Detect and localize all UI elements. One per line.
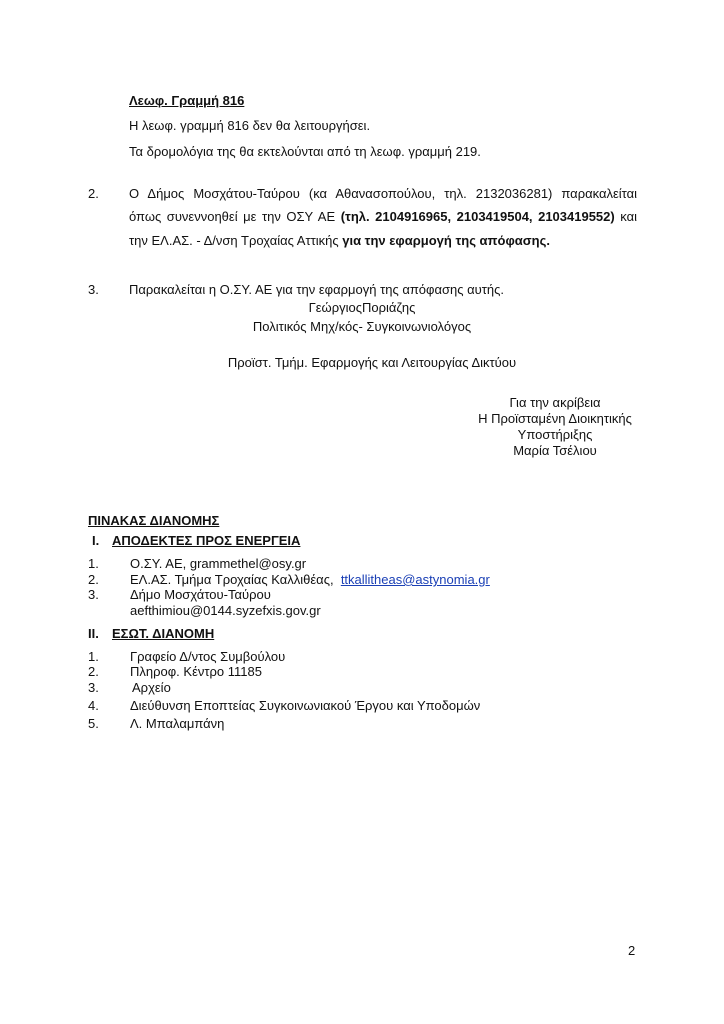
section-2-title: ΕΣΩΤ. ΔΙΑΝΟΜΗ	[112, 626, 215, 641]
section-1-number: I.	[92, 533, 100, 548]
accuracy-line-4: Μαρία Τσέλιου	[513, 443, 597, 458]
internal-4-text: Διεύθυνση Εποπτείας Συγκοινωνιακού Έργου και Υποδομών	[130, 698, 481, 713]
section-1-title: ΑΠΟΔΕΚΤΕΣ ΠΡΟΣ ΕΝΕΡΓΕΙΑ	[112, 533, 301, 548]
line-816-text-2: Τα δρομολόγια της θα εκτελούνται από τη λεωφ. γραμμή 219.	[129, 144, 481, 159]
item-3-text: Παρακαλείται η Ο.ΣΥ. ΑΕ για την εφαρμογή της απόφασης αυτής.	[129, 282, 504, 297]
recipient-1-text: Ο.ΣΥ. ΑΕ, grammethel@osy.gr	[130, 556, 307, 571]
recipient-3-email: aefthimiou@0144.syzefxis.gov.gr	[130, 603, 321, 618]
recipient-1-number: 1.	[88, 556, 99, 571]
internal-3-number: 3.	[88, 680, 99, 695]
accuracy-line-2: Η Προϊσταμένη Διοικητικής	[478, 411, 632, 426]
recipient-3-number: 3.	[88, 587, 99, 602]
item-2-line-2-pre: όπως συνεννοηθεί με την ΟΣΥ ΑΕ	[129, 209, 341, 224]
page-number: 2	[628, 943, 636, 958]
recipient-2-text	[130, 572, 490, 587]
internal-5-number: 5.	[88, 716, 99, 731]
item-2-line-1: Ο Δήμος Μοσχάτου-Ταύρου (κα Αθανασοπούλου, τηλ. 2132036281) παρακαλείται	[129, 186, 637, 201]
internal-1-number: 1.	[88, 649, 99, 664]
item-2-line-3	[129, 233, 550, 248]
internal-5-text: Λ. Μπαλαμπάνη	[130, 716, 225, 731]
item-2-line-2-post: και	[614, 209, 638, 224]
accuracy-line-1: Για την ακρίβεια	[509, 395, 601, 410]
signatory-name: ΓεώργιοςΠοριάζης	[308, 300, 416, 315]
internal-2-text: Πληροφ. Κέντρο 11185	[130, 664, 262, 679]
signatory-department: Προϊστ. Τμήμ. Εφαρμογής και Λειτουργίας Δικτύου	[227, 355, 517, 370]
recipient-2-label: ΕΛ.ΑΣ. Τμήμα Τροχαίας Καλλιθέας,	[130, 572, 334, 587]
signatory-title: Πολιτικός Μηχ/κός- Συγκοινωνιολόγος	[252, 319, 472, 334]
internal-4-number: 4.	[88, 698, 99, 713]
line-816-title: Λεωφ. Γραμμή 816	[129, 93, 245, 108]
item-2-line-3-bold: για την εφαρμογή της απόφασης.	[342, 233, 550, 248]
item-2-phones: (τηλ. 2104916965, 2103419504, 2103419552)	[340, 209, 615, 224]
section-2-number: II.	[88, 626, 99, 641]
recipient-3-text: Δήμο Μοσχάτου-Ταύρου	[130, 587, 271, 602]
recipient-2-email-link[interactable]: ttkallitheas@astynomia.gr	[340, 572, 490, 587]
item-2-line-3-pre: την ΕΛ.ΑΣ. - Δ/νση Τροχαίας Αττικής	[129, 233, 343, 248]
item-2-line-2	[129, 209, 637, 224]
item-3-number: 3.	[88, 282, 99, 297]
item-2-number: 2.	[88, 186, 99, 201]
recipient-2-number: 2.	[88, 572, 99, 587]
internal-1-text: Γραφείο Δ/ντος Συμβούλου	[130, 649, 286, 664]
distribution-title: ΠΙΝΑΚΑΣ ΔΙΑΝΟΜΗΣ	[88, 513, 220, 528]
internal-3-text: Αρχείο	[132, 680, 171, 695]
accuracy-line-3: Υποστήριξης	[517, 427, 593, 442]
line-816-text-1: Η λεωφ. γραμμή 816 δεν θα λειτουργήσει.	[129, 118, 371, 133]
internal-2-number: 2.	[88, 664, 99, 679]
